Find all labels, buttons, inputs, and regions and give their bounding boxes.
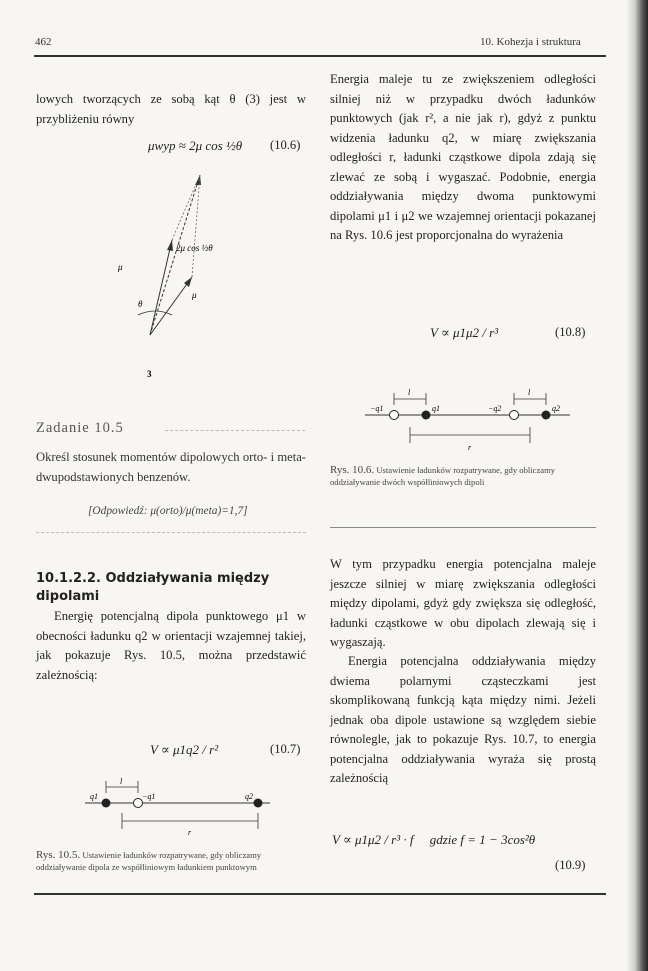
- dipole-sum-diagram: [100, 165, 240, 385]
- left-paragraph-2: Energię potencjalną dipola punktowego μ1 w obecności ładunku q2 w orientacji wzajemnej takiej, jak pokazuje Rys. 10.5, można przedstawić zależnością:: [36, 609, 306, 682]
- equation-number-10-9: (10.9): [555, 858, 586, 872]
- label-sum: 2μ cos ½θ: [176, 243, 213, 253]
- label-mu-right: μ: [192, 290, 197, 300]
- charge-minus-q2-6: [510, 411, 519, 420]
- charge-q2: [254, 799, 263, 808]
- figure-10-5-caption-text: Ustawienie ładunków rozpatrywane, gdy obliczamy oddziaływanie dipola ze współliniowym ładunkiem punktowym: [36, 850, 262, 872]
- figure-10-6-caption: [330, 464, 596, 488]
- label-minus-q1-6: −q1: [370, 404, 384, 413]
- figure-10-5-caption-lead: Rys. 10.5.: [36, 849, 81, 861]
- task-title: Zadanie 10.5: [36, 420, 124, 436]
- task-answer: [Odpowiedź: μ(orto)/μ(meta)=1,7]: [88, 505, 248, 517]
- mu-right-arrowhead: [184, 277, 192, 287]
- mu-left-vector: [150, 240, 172, 335]
- figure-10-6: [360, 385, 580, 455]
- label-r: r: [188, 828, 192, 837]
- label-minus-q2-6: −q2: [488, 404, 502, 413]
- label-q1-6: q1: [432, 404, 440, 413]
- label-l: l: [120, 777, 123, 786]
- label-l-6a: l: [408, 388, 411, 397]
- task-title-divider: [165, 430, 305, 431]
- right-paragraph-3: Energia potencjalna oddziaływania między dwiema polarnymi cząsteczkami jest skomplikowaną funkcją kąta między nimi. Jeżeli jednak oba dipole ustawione są względem siebie równolegle, jak to pokazuje Rys. 10.7, to energia potencjalna oddziaływania wyraża się prostą zależnością: [330, 654, 596, 785]
- label-q1: q1: [90, 792, 98, 801]
- figure-10-5: [80, 775, 280, 840]
- figure-10-5-caption: [36, 849, 308, 873]
- label-q2: q2: [245, 792, 253, 801]
- right-paragraph-2: W tym przypadku energia potencjalna maleje jeszcze silniej w miarę zwiększania odległości między dipolami, gdyż gdy zwiększa się odległość, ładunki cząstkowe w obu dipolach zlewają się i wygaszają.: [330, 557, 596, 649]
- equation-number-10-7: (10.7): [270, 742, 301, 756]
- right-divider: [330, 527, 596, 528]
- left-paragraph-1: lowych tworzących ze sobą kąt θ (3) jest w przybliżeniu równy: [36, 92, 306, 126]
- figure-10-6-caption-lead: Rys. 10.6.: [330, 464, 375, 476]
- label-minus-q1: −q1: [142, 792, 156, 801]
- charge-q2-6: [542, 411, 551, 420]
- charge-q1: [102, 799, 111, 808]
- charge-q1-6: [422, 411, 431, 420]
- equation-10-9: V ∝ μ1μ2 / r³ · f gdzie f = 1 − 3cos²θ: [332, 832, 536, 847]
- page-number: 462: [35, 36, 52, 48]
- label-q2-6: q2: [552, 404, 560, 413]
- section-title: 10.1.2.2. Oddziaływania między dipolami: [36, 571, 270, 604]
- label-theta: θ: [138, 299, 143, 309]
- equation-10-8: V ∝ μ1μ2 / r³: [430, 325, 499, 340]
- figure-number: 3: [147, 369, 152, 379]
- footer-rule: [34, 893, 606, 895]
- running-title: 10. Kohezja i struktura: [480, 36, 581, 48]
- mu-left-arrowhead: [167, 240, 173, 251]
- figure-10-6-caption-text: Ustawienie ładunków rozpatrywane, gdy obliczamy oddziaływanie dwóch współliniowych dipoli: [330, 465, 556, 487]
- equation-10-6: μwyp ≈ 2μ cos ½θ: [148, 138, 243, 153]
- label-l-6b: l: [528, 388, 531, 397]
- charge-minus-q1-6: [390, 411, 399, 420]
- parallelogram-edge-1: [172, 175, 200, 240]
- parallelogram-edge-2: [192, 175, 200, 277]
- task-end-divider: [36, 532, 306, 533]
- label-r-6: r: [468, 443, 472, 452]
- equation-number-10-6: (10.6): [270, 138, 301, 152]
- task-text: Określ stosunek momentów dipolowych orto- i meta-dwupodstawionych benzenów.: [36, 450, 306, 484]
- header-rule: [34, 55, 606, 57]
- label-mu-left: μ: [118, 262, 123, 272]
- equation-10-7: V ∝ μ1q2 / r²: [150, 742, 219, 757]
- right-paragraph-1: Energia maleje tu ze zwiększeniem odległości silniej niż w przypadku dwóch ładunków punktowych (jak r², a nie jak r), gdyż z punktu widzenia ładunku q2, w miarę zwiększania odległości r, ładunki cząstkowe dipola zdają się zlewać ze sobą i wygaszać. Podobnie, energia oddziaływania między dwoma punktowymi dipolami μ1 i μ2 we wzajemnej orientacji pokazanej na Rys. 10.6 jest proporcjonalna do wyrażenia: [330, 72, 596, 242]
- equation-number-10-8: (10.8): [555, 325, 586, 339]
- book-spine-shadow: [626, 0, 648, 971]
